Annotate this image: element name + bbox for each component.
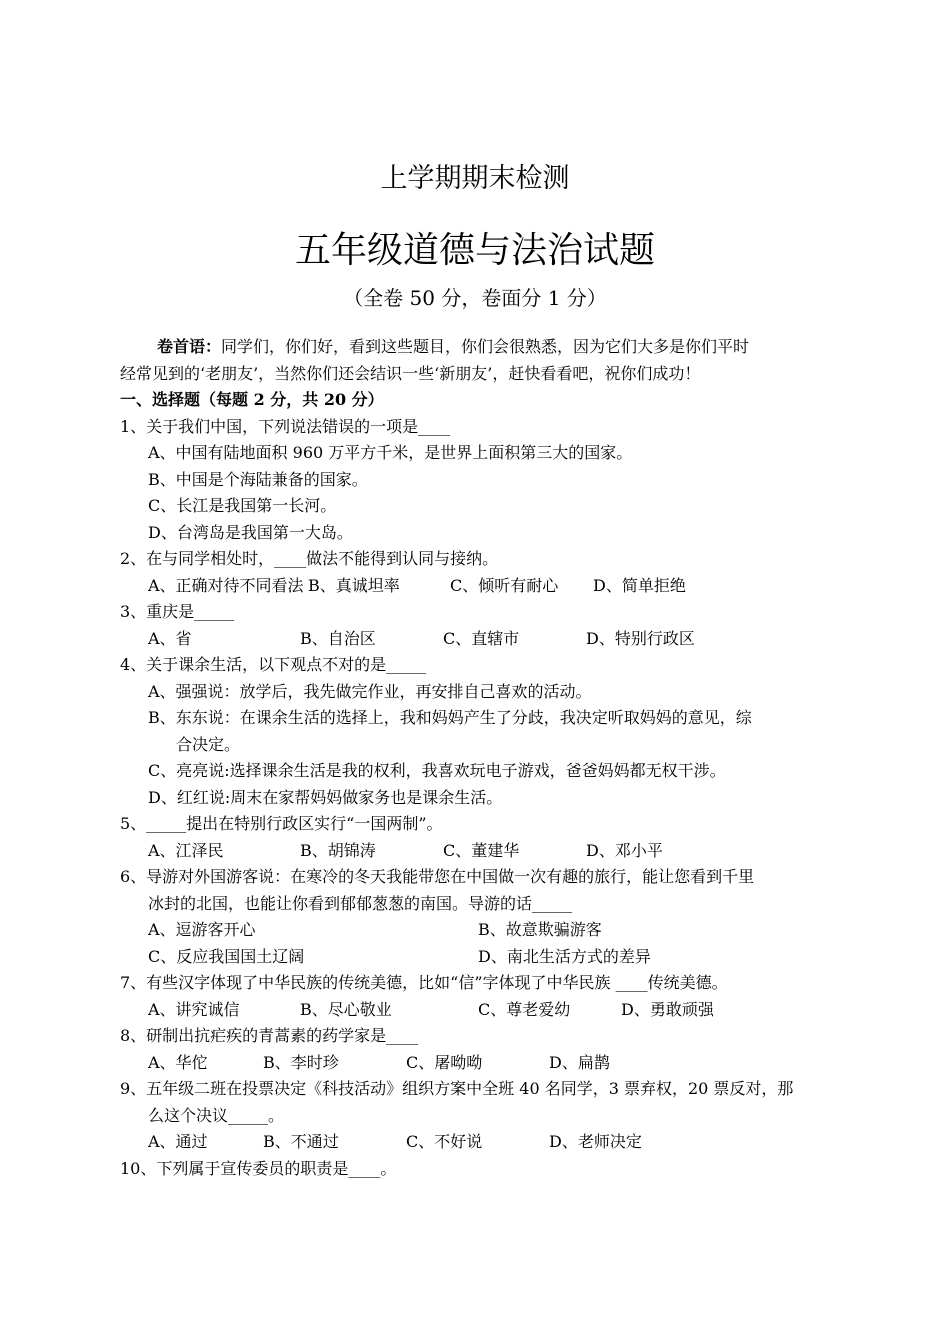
question-9-stem: 9、五年级二班在投票决定《科技活动》组织方案中全班 40 名同学，3 票弃权，20 票反对，那 (120, 1079, 794, 1098)
question-2-stem: 2、在与同学相处时，____做法不能得到认同与接纳。 (120, 549, 499, 568)
question-7-options (120, 997, 832, 1024)
question-6-option-b: B、故意欺骗游客 (478, 920, 602, 939)
question-7-stem: 7、有些汉字体现了中华民族的传统美德，比如“信”字体现了中华民族 ____传统美德。 (120, 973, 728, 992)
question-4-option-c: C、亮亮说:选择课余生活是我的权利，我喜欢玩电子游戏，爸爸妈妈都无权干涉。 (148, 761, 726, 780)
question-4-stem: 4、关于课余生活，以下观点不对的是_____ (120, 655, 427, 674)
exam-body (120, 334, 832, 1182)
question-6-options-row-2 (120, 944, 832, 971)
question-8-option-a: A、华佗 (148, 1052, 208, 1072)
question-9-option-c: C、不好说 (406, 1132, 483, 1151)
question-5-option-c: C、董建华 (443, 840, 520, 860)
question-9-option-d: D、老师决定 (549, 1132, 642, 1151)
question-2-option-c: C、倾听有耐心 (450, 575, 559, 595)
question-6-option-d: D、南北生活方式的差异 (478, 946, 651, 966)
question-7-option-c: C、尊老爱幼 (478, 999, 571, 1019)
question-1-stem: 1、关于我们中国，下列说法错误的一项是____ (120, 416, 451, 436)
question-3-option-d: D、特别行政区 (586, 628, 695, 648)
question-7-option-a: A、讲究诚信 (148, 999, 240, 1019)
question-3-options (120, 626, 832, 653)
question-8-option-c: C、屠呦呦 (406, 1052, 483, 1072)
question-6-options-row-1 (120, 917, 832, 944)
question-7-option-d: D、勇敢顽强 (621, 999, 714, 1019)
question-9-stem-continued: 么这个决议_____。 (148, 1105, 285, 1125)
question-2-option-d: D、简单拒绝 (593, 575, 686, 595)
question-6-stem: 6、导游对外国游客说：在寒冷的冬天我能带您在中国做一次有趣的旅行，能让您看到千里 (120, 867, 755, 886)
question-8-option-b: B、李时珍 (263, 1052, 339, 1072)
exam-title: 五年级道德与法治试题 (294, 230, 655, 271)
intro-line-1 (120, 334, 832, 361)
intro-text-1: 同学们，你们好，看到这些题目，你们会很熟悉，因为它们大多是你们平时 (221, 337, 750, 356)
question-9-option-a: A、通过 (148, 1132, 208, 1151)
question-1-option-a: A、中国有陆地面积 960 万平方千米，是世界上面积第三大的国家。 (148, 443, 633, 462)
question-6-option-a: A、逗游客开心 (148, 920, 256, 939)
question-3-stem: 3、重庆是_____ (120, 602, 235, 621)
intro-label: 卷首语： (157, 337, 222, 356)
question-5-stem: 5、_____提出在特别行政区实行“一国两制”。 (120, 814, 443, 833)
question-1-option-c: C、长江是我国第一长河。 (148, 496, 337, 515)
question-7-option-b: B、尽心敬业 (300, 999, 392, 1019)
question-5-option-b: B、胡锦涛 (300, 840, 376, 860)
question-10-stem: 10、下列属于宣传委员的职责是____。 (120, 1158, 397, 1178)
question-6-stem-continued: 冰封的北国，也能让你看到郁郁葱葱的南国。导游的话_____ (148, 893, 573, 913)
question-9-options (120, 1129, 832, 1156)
score-note: （全卷 50 分，卷面分 1 分） (343, 286, 607, 310)
question-4-option-b: B、东东说：在课余生活的选择上，我和妈妈产生了分歧，我决定听取妈妈的意见，综 (148, 708, 752, 727)
question-8-options (120, 1050, 832, 1077)
question-5-options (120, 838, 832, 865)
question-2-option-b: B、真诚坦率 (308, 575, 400, 595)
intro-line-2: 经常见到的‘老朋友’，当然你们还会结识一些‘新朋友’，赶快看看吧，祝你们成功！ (120, 363, 701, 383)
question-2-option-a: A、正确对待不同看法 (148, 575, 304, 595)
question-6-option-c: C、反应我国国土辽阔 (148, 946, 305, 966)
question-1-option-d: D、台湾岛是我国第一大岛。 (148, 522, 353, 542)
question-4-option-d: D、红红说:周末在家帮妈妈做家务也是课余生活。 (148, 787, 503, 807)
question-4-option-a: A、强强说：放学后，我先做完作业，再安排自己喜欢的活动。 (148, 681, 592, 701)
question-8-option-d: D、扁鹊 (549, 1052, 610, 1072)
question-3-option-b: B、自治区 (300, 628, 376, 648)
question-8-stem: 8、研制出抗疟疾的青蒿素的药学家是____ (120, 1026, 419, 1045)
question-3-option-a: A、省 (148, 628, 192, 648)
question-9-option-b: B、不通过 (263, 1132, 339, 1151)
section-heading: 一、选择题（每题 2 分，共 20 分） (120, 390, 384, 409)
question-5-option-d: D、邓小平 (586, 840, 663, 860)
question-4-option-b-continued: 合决定。 (176, 734, 241, 754)
question-1-option-b: B、中国是个海陆兼备的国家。 (148, 469, 368, 489)
question-5-option-a: A、江泽民 (148, 840, 224, 860)
question-2-options (120, 573, 832, 600)
exam-subtitle: 上学期期末检测 (380, 163, 570, 194)
question-3-option-c: C、直辖市 (443, 628, 520, 648)
